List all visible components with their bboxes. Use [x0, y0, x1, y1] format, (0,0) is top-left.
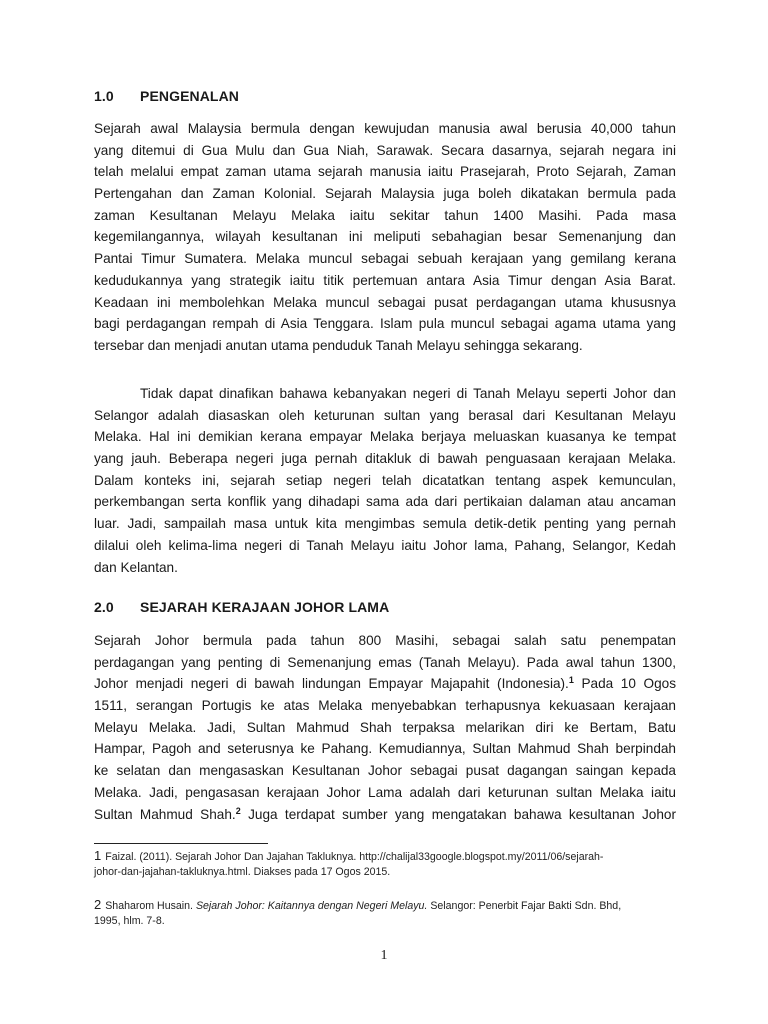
text-line: Sejarah Johor bermula pada tahun 800 Masihi, sebagai salah satu penempatan	[94, 633, 676, 648]
section-heading-2	[94, 599, 389, 615]
paragraph	[94, 118, 676, 357]
section-number: 1.0	[94, 88, 114, 104]
text-line: tersebar dan menjadi anutan utama penduduk Tanah Melayu sehingga sekarang.	[94, 337, 583, 353]
section-number: 2.0	[94, 599, 114, 615]
footnote-mark: 2	[94, 897, 102, 912]
footnote-1	[94, 849, 694, 879]
footnote-mark: 1	[94, 848, 102, 863]
page-number: 1	[380, 948, 388, 963]
text-line: Selangor adalah diasaskan oleh keturunan sultan yang berasal dari Kesultanan Melayu	[94, 407, 676, 423]
paragraph	[94, 630, 676, 825]
text-line: Melayu Melaka. Jadi, Sultan Mahmud Shah terpaksa melarikan diri ke Bertam, Batu	[94, 719, 676, 735]
text-line: Keadaan ini membolehkan Melaka muncul sebagai pusat perdagangan utama khususnya	[94, 294, 676, 310]
text-line: kegemilangannya, wilayah kesultanan ini meliputi sebahagian besar Semenanjung dan	[94, 229, 676, 245]
text-line: perdagangan yang penting di Semenanjung emas (Tanah Melayu). Pada awal tahun 1300,	[94, 654, 676, 670]
text-segment: Juga terdapat sumber yang mengatakan bahawa kesultanan Johor	[248, 806, 677, 822]
text-line: ke selatan dan mengasaskan Kesultanan Johor sebagai pusat dagangan saingan kepada	[94, 763, 676, 779]
text-line: zaman Kesultanan Melayu Melaka iaitu sekitar tahun 1400 Masihi. Pada masa	[94, 207, 676, 223]
text-line: Melaka. Jadi, pengasasan kerajaan Johor Lama adalah dari keturunan sultan Melaka iaitu	[94, 784, 676, 800]
text-line: yang ditemui di Gua Mulu dan Gua Niah, Sarawak. Secara dasarnya, sejarah negara ini	[94, 142, 676, 158]
footnote-title: Sejarah Johor: Kaitannya dengan Negeri Melayu.	[195, 900, 428, 912]
text-segment: Sultan Mahmud Shah.	[94, 806, 236, 822]
footnote-text: Selangor: Penerbit Fajar Bakti Sdn. Bhd,	[430, 900, 622, 912]
text-line: Tidak dapat dinafikan bahawa kebanyakan negeri di Tanah Melayu seperti Johor dan	[140, 386, 676, 401]
text-segment: Pada 10 Ogos	[581, 676, 676, 692]
footnote-2	[94, 898, 694, 928]
text-line: Pertengahan dan Zaman Kolonial. Sejarah Malaysia juga boleh dikatakan bermula pada	[94, 186, 676, 202]
text-line: perkembangan serta konflik yang dihadapi sama ada dari pertikaian dalaman atau ancaman	[94, 494, 676, 510]
text-line	[94, 673, 676, 695]
footnote-reference[interactable]: 1	[568, 675, 574, 686]
text-line: dan Kelantan.	[94, 559, 178, 575]
text-line	[94, 804, 676, 826]
text-line: dilalui oleh kelima-lima negeri di Tanah Melayu iaitu Johor lama, Pahang, Selangor, Kedah	[94, 537, 676, 553]
text-line: Dalam konteks ini, sejarah setiap negeri telah dicatatkan tentang aspek kemunculan,	[94, 472, 676, 488]
section-title: PENGENALAN	[140, 88, 240, 104]
paragraph	[94, 383, 676, 578]
section-heading-1	[94, 88, 239, 104]
text-line: kedudukannya yang strategik iaitu titik pertemuan antara Asia Timur dengan Asia Barat.	[94, 272, 676, 288]
text-segment: Johor menjadi negeri di bawah lindungan Empayar Majapahit (Indonesia).	[94, 676, 569, 692]
footnote-separator	[94, 843, 268, 844]
footnote-reference[interactable]: 2	[235, 805, 241, 816]
text-line: yang jauh. Beberapa negeri juga pernah ditakluk di bawah penguasaan kerajaan Melaka.	[94, 451, 676, 467]
footnote-text[interactable]: Faizal. (2011). Sejarah Johor Dan Jajahan Takluknya. http://chalijal33google.blogspot.my/2011/06/sejarah-	[105, 851, 604, 863]
section-title: SEJARAH KERAJAAN JOHOR LAMA	[140, 599, 390, 615]
text-line: Hampar, Pagoh and seterusnya ke Pahang. Kemudiannya, Sultan Mahmud Shah berpindah	[94, 741, 676, 757]
footnote-author: Shaharom Husain.	[105, 900, 193, 912]
text-line: Pantai Timur Sumatera. Melaka muncul sebagai sebuah kerajaan yang gemilang kerana	[94, 251, 676, 267]
text-line: telah melalui empat zaman utama sejarah manusia iaitu Prasejarah, Proto Sejarah, Zaman	[94, 164, 676, 180]
text-line: luar. Jadi, sampailah masa untuk kita mengimbas semula detik-detik penting yang pernah	[94, 516, 676, 532]
text-line: Sejarah awal Malaysia bermula dengan kewujudan manusia awal berusia 40,000 tahun	[94, 121, 676, 136]
footnote-text: johor-dan-jajahan-takluknya.html. Diakses pada 17 Ogos 2015.	[94, 865, 391, 878]
text-line: Melaka. Hal ini demikian kerana empayar Melaka berjaya meluaskan kuasanya ke tempat	[94, 429, 676, 445]
text-line: bagi perdagangan rempah di Asia Tenggara. Islam pula muncul sebagai agama utama yang	[94, 316, 676, 332]
text-line: 1511, serangan Portugis ke atas Melaka menyebabkan terhapusnya kekuasaan kerajaan	[94, 698, 676, 714]
footnote-text: 1995, hlm. 7-8.	[94, 914, 165, 927]
